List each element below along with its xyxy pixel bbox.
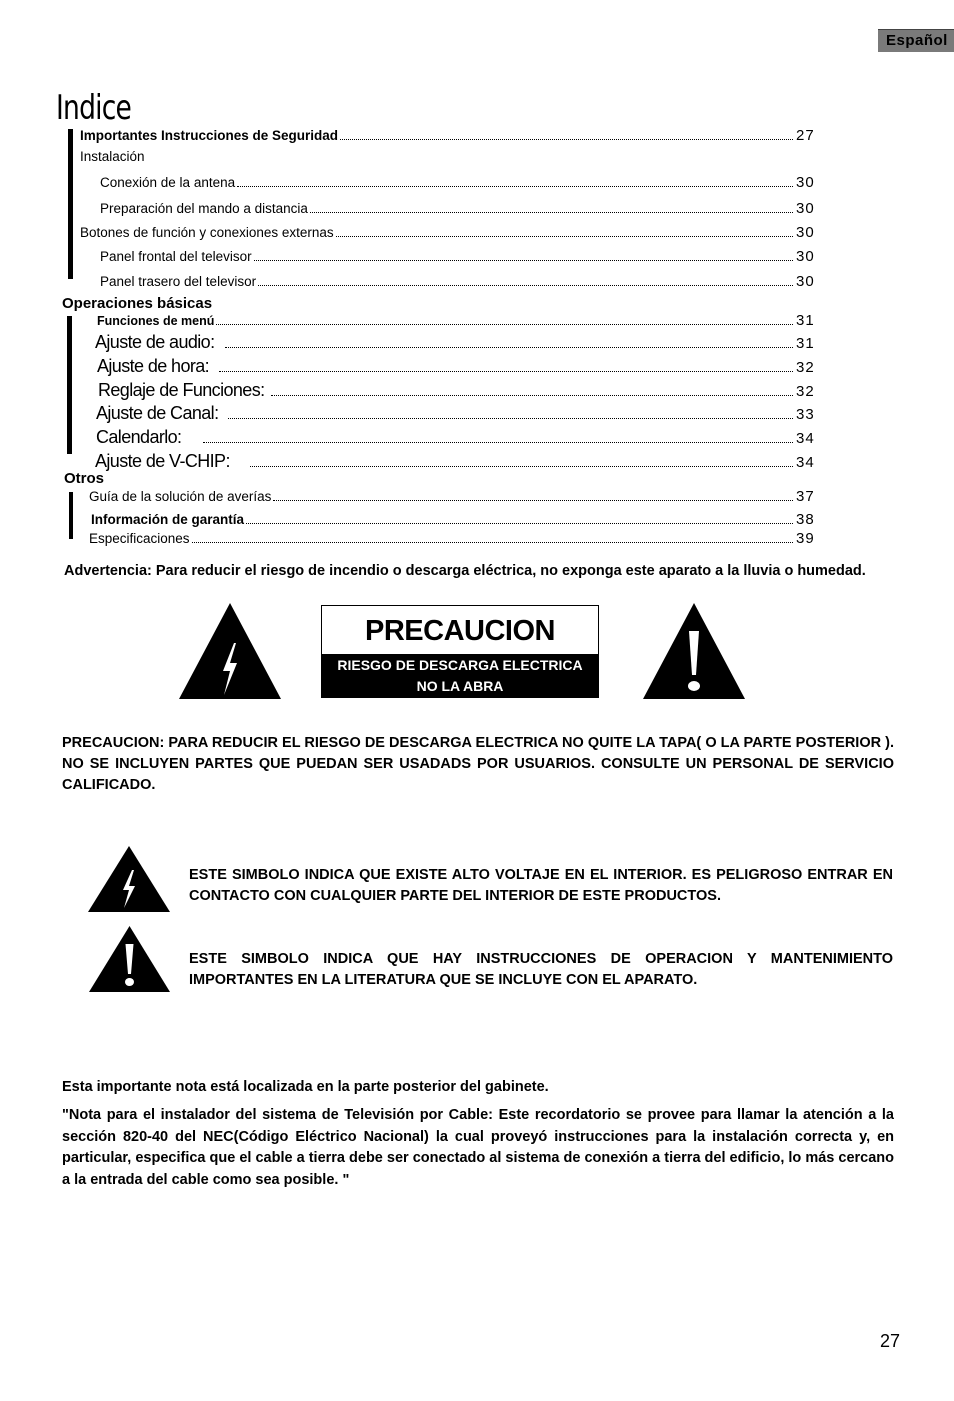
exclamation-warning-icon [89,926,170,992]
voltage-symbol-text: ESTE SIMBOLO INDICA QUE EXISTE ALTO VOLTAJE EN EL INTERIOR. ES PELIGROSO ENTRAR EN CONTACTO CON CUALQUIER PARTE DEL INTERIOR DE ESTE PRODUCTOS. [189,867,893,904]
toc-entry-page: 32 [796,359,815,376]
toc-entry-label: Panel frontal del televisor [100,249,252,264]
toc-leader-dots [250,466,793,467]
toc-entry[interactable] [98,380,820,400]
toc-leader-dots [225,347,794,348]
toc-entry-label: Información de garantía [91,512,245,527]
toc-entry[interactable] [96,427,820,447]
toc-leader-dots [258,285,793,286]
toc-leader-dots [203,442,793,443]
toc-leader-dots [216,324,793,325]
caution-text: PRECAUCION: PARA REDUCIR EL RIESGO DE DESCARGA ELECTRICA NO QUITE LA TAPA( O LA PARTE POSTERIOR ). NO SE INCLUYEN PARTES QUE PUEDAN SER USADADS POR USUARIOS. CONSULTE UN PERSONAL DE SERVICIO CALIFICADO. [62,735,894,793]
toc-entry-page: 31 [796,312,815,329]
note-location: Esta importante nota está localizada en la parte posterior del gabinete. [62,1079,549,1095]
toc-leader-dots [237,186,793,187]
installer-note: "Nota para el instalador del sistema de Televisión por Cable: Este recordatorio se provee para llamar la atención a la sección 820-40 del NEC(Código Eléctrico Nacional) la cual proveyó instrucciones para la instalación correcta y, en particular, especifica que el cable a tierra debe ser conectado al sistema de conexión a tierra del edificio, lo más cercano a la entrada del cable como sea posible. " [62,1107,894,1188]
toc-entry-page: 30 [796,174,815,191]
toc-entry-label: Conexión de la antena [100,175,236,190]
toc-leader-dots [340,139,793,140]
toc-leader-dots [254,260,793,261]
toc-entry-page: 31 [796,335,815,352]
language-tab: Español [878,29,954,52]
toc-leader-dots [273,500,793,501]
caution-line-1: RIESGO DE DESCARGA ELECTRICA [337,657,583,673]
caution-subtitle [322,654,598,698]
toc-entry[interactable] [91,511,820,531]
toc-entry[interactable] [80,224,820,244]
toc-group-bar [67,316,72,454]
toc-entry[interactable] [100,174,820,194]
toc-entry-label: Especificaciones [89,531,190,546]
toc-entry[interactable] [95,451,820,471]
toc-entry[interactable] [100,200,820,220]
toc-entry-label: Botones de función y conexiones externas [80,225,334,240]
toc-entry-label: Funciones de menú [97,314,215,328]
toc-leader-dots [271,395,793,396]
lightning-warning-icon [179,603,281,699]
toc-entry[interactable] [96,403,820,423]
toc-entry-page: 32 [796,383,815,400]
toc-entry-page: 37 [796,488,815,505]
toc-entry[interactable] [97,356,820,376]
toc-entry-label: Ajuste de V-CHIP: [95,451,230,471]
toc-entry-page: 30 [796,248,815,265]
toc-entry-label: Ajuste de hora: [97,356,210,376]
page-title: Indice [56,88,132,128]
toc-entry[interactable] [97,312,820,332]
toc-entry-label: Ajuste de audio: [95,332,215,352]
lightning-warning-icon [88,846,170,912]
toc-entry-label: Calendarlo: [96,427,182,447]
exclamation-warning-icon [643,603,745,699]
toc-group-bar [68,129,73,279]
toc-entry[interactable] [95,332,820,352]
toc-entry-page: 30 [796,273,815,290]
toc-entry[interactable] [100,248,820,268]
instruction-symbol-text: ESTE SIMBOLO INDICA QUE HAY INSTRUCCIONES DE OPERACION Y MANTENIMIENTO IMPORTANTES EN LA LITERATURA QUE SE INCLUYE CON EL APARATO. [189,951,893,988]
toc-section-heading: Otros [64,470,105,487]
toc-entry-page: 33 [796,406,815,423]
toc-heading [80,149,820,169]
toc-leader-dots [192,542,793,543]
toc-entry-page: 39 [796,530,815,547]
toc-entry-label: Instalación [80,149,145,164]
toc-leader-dots [219,371,793,372]
toc-entry-label: Panel trasero del televisor [100,274,257,289]
toc-entry-label: Importantes Instrucciones de Seguridad [80,128,339,143]
toc-leader-dots [246,523,793,524]
toc-entry-page: 38 [796,511,815,528]
toc-entry-page: 34 [796,454,815,471]
toc-entry-label: Guía de la solución de averías [89,489,272,504]
toc-entry-label: Ajuste de Canal: [96,403,219,423]
caution-label [321,605,599,698]
toc-leader-dots [310,212,793,213]
toc-leader-dots [228,418,793,419]
toc-section-heading: Operaciones básicas [62,295,213,312]
toc-group-bar [69,492,73,539]
toc-entry-page: 34 [796,430,815,447]
caution-title: PRECAUCION [365,615,555,647]
toc-entry[interactable] [80,127,820,147]
toc-leader-dots [336,236,793,237]
toc-entry-label: Preparación del mando a distancia [100,201,308,216]
page-number: 27 [880,1331,901,1351]
caution-line-2: NO LA ABRA [416,678,504,694]
toc-entry-label: Reglaje de Funciones: [98,380,265,400]
toc-entry-page: 30 [796,224,815,241]
toc-entry[interactable] [89,530,820,550]
toc-entry-page: 27 [796,127,815,144]
toc-entry-page: 30 [796,200,815,217]
toc-entry[interactable] [89,488,820,508]
toc-entry[interactable] [100,273,820,293]
warning-text: Advertencia: Para reducir el riesgo de incendio o descarga eléctrica, no exponga este aparato a la lluvia o humedad. [64,563,866,579]
